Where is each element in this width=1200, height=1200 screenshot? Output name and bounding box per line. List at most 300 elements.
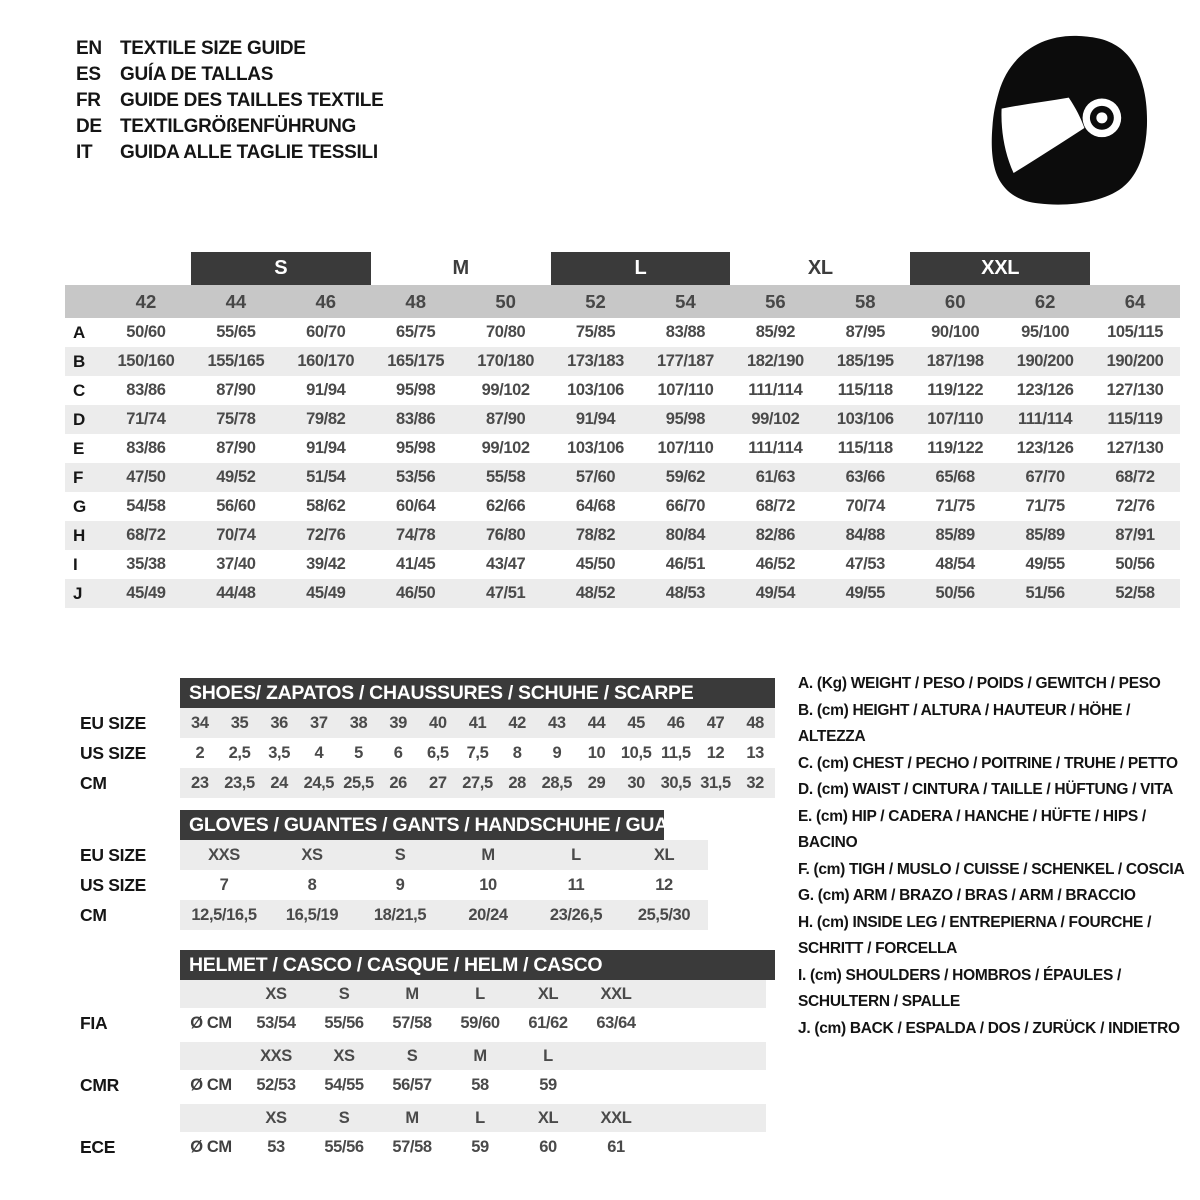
measurement-value: 165/175 (387, 352, 445, 370)
helmet-size-label: S (338, 984, 350, 1003)
measurement-value: 64/68 (575, 497, 616, 515)
size-column-header: 56 (765, 290, 786, 312)
measurement-row-f (65, 463, 1180, 492)
shoes-us-size: 8 (512, 743, 522, 762)
helmet-size-value: 56/57 (392, 1075, 432, 1094)
measurement-value: 72/76 (306, 526, 346, 544)
helmet-size-value: 59 (471, 1137, 489, 1156)
measurement-value: 155/165 (207, 352, 265, 370)
shoes-cm-size: 26 (389, 773, 407, 792)
measurement-value: 68/72 (1115, 468, 1155, 486)
measurement-value: 65/75 (396, 323, 436, 341)
legend-item: F. (cm) TIGH / MUSLO / CUISSE / SCHENKEL / COSCIA (798, 860, 1185, 878)
measurement-letter: F (73, 467, 84, 487)
measurement-value: 187/198 (926, 352, 984, 370)
measurement-value: 111/114 (748, 381, 803, 399)
measurement-value: 190/200 (1106, 352, 1164, 370)
measurement-value: 160/170 (297, 352, 355, 370)
measurement-letter: G (73, 496, 87, 516)
shoes-eu-size: 38 (349, 713, 368, 732)
measurement-value: 173/183 (567, 352, 624, 370)
measurement-value: 95/100 (1021, 323, 1070, 341)
measurement-value: 72/76 (1115, 497, 1155, 515)
shoes-cm-row (180, 768, 775, 798)
language-label: TEXTILE SIZE GUIDE (120, 38, 306, 59)
group-spacer (1090, 252, 1180, 285)
measurement-value: 66/70 (665, 497, 706, 515)
measurement-value: 182/190 (746, 352, 804, 370)
measurement-row-h (65, 521, 1180, 550)
gloves-section-title: GLOVES / GUANTES / GANTS / HANDSCHUHE / GUANTI (180, 810, 664, 840)
shoes-eu-size: 34 (191, 713, 209, 732)
helmet-size-label: XS (265, 1108, 287, 1127)
gloves-eu-size: M (481, 845, 495, 864)
helmet-size-value: 52/53 (256, 1075, 296, 1094)
legend-item: G. (cm) ARM / BRAZO / BRAS / ARM / BRACCIO (798, 887, 1136, 904)
helmet-size-label: M (405, 1108, 419, 1127)
measurement-value: 123/126 (1016, 439, 1074, 457)
measurement-value: 68/72 (755, 497, 796, 515)
size-column-header: 44 (225, 290, 247, 312)
measurement-value: 35/38 (126, 555, 166, 573)
shoes-cm-size: 23 (191, 773, 209, 792)
helmet-col-spacer (180, 1042, 242, 1070)
measurement-value: 47/53 (845, 555, 885, 573)
helmet-size-label: L (475, 984, 485, 1003)
measurement-value: 91/94 (575, 410, 616, 428)
shoes-us-size: 3,5 (268, 743, 291, 762)
measurement-row-j (65, 579, 1180, 608)
gloves-cm-size: 12,5/16,5 (191, 905, 257, 924)
measurement-value: 67/70 (1025, 468, 1065, 486)
helmet-size-value: 63/64 (596, 1013, 636, 1032)
measurement-value: 103/106 (836, 410, 894, 428)
size-column-header: 46 (315, 290, 337, 312)
gloves-us-size: 7 (219, 875, 229, 894)
shoes-us-size: 7,5 (466, 743, 489, 762)
standard-label-cmr: CMR (80, 1075, 119, 1095)
size-column-header: 42 (135, 290, 157, 312)
measurement-value: 115/119 (1107, 410, 1163, 428)
helmet-size-label: M (405, 984, 419, 1003)
measurement-value: 76/80 (485, 526, 526, 544)
helmet-section-title: HELMET / CASCO / CASQUE / HELM / CASCO (180, 950, 775, 980)
shoes-us-size: 12 (706, 743, 725, 762)
measurement-value: 78/82 (575, 526, 616, 544)
measurement-value: 68/72 (126, 526, 166, 544)
measurement-value: 84/88 (845, 526, 885, 544)
shoes-size-table (180, 678, 775, 798)
measurement-value: 99/102 (481, 439, 530, 457)
measurement-value: 50/56 (935, 584, 975, 602)
row-label: US SIZE (80, 742, 146, 763)
gloves-cm-size: 20/24 (468, 905, 508, 924)
gloves-us-size: 8 (307, 875, 317, 894)
measurement-value: 119/122 (927, 439, 984, 457)
measurement-value: 119/122 (927, 381, 984, 399)
measurement-value: 95/98 (396, 439, 436, 457)
language-row (76, 88, 383, 114)
legend-item: D. (cm) WAIST / CINTURA / TAILLE / HÜFTUNG / VITA (798, 781, 1174, 798)
shoes-cm-size: 30,5 (660, 773, 692, 792)
measurement-value: 61/63 (755, 468, 796, 486)
size-group-header-row (65, 252, 1180, 285)
shoes-cm-size: 23,5 (224, 773, 255, 792)
helmet-col-spacer (180, 980, 242, 1008)
measurement-value: 71/75 (935, 497, 975, 515)
helmet-col-spacer (180, 1104, 242, 1132)
measurement-value: 85/89 (1025, 526, 1065, 544)
garment-size-table (65, 252, 1180, 608)
shoes-cm-size: 32 (746, 773, 764, 792)
helmet-size-value: 61 (607, 1137, 625, 1156)
helmet-size-label: XXL (600, 984, 632, 1003)
measurement-row-e (65, 434, 1180, 463)
gloves-cm-size: 16,5/19 (285, 905, 339, 924)
shoes-eu-size: 43 (548, 713, 566, 732)
measurement-value: 75/85 (575, 323, 616, 341)
helmet-size-value: 59/60 (460, 1013, 500, 1032)
helmet-size-value: 60 (539, 1137, 557, 1156)
size-column-header: 52 (585, 290, 606, 312)
standard-label-fia: FIA (80, 1013, 108, 1033)
diameter-label: Ø CM (190, 1013, 232, 1032)
measurement-value: 45/50 (575, 555, 616, 573)
language-code: IT (76, 142, 93, 163)
measurement-value: 87/90 (216, 439, 256, 457)
shoes-eu-size: 47 (706, 713, 725, 732)
measurement-value: 50/60 (126, 323, 166, 341)
shoes-row-labels (80, 708, 146, 798)
measurement-value: 63/66 (845, 468, 885, 486)
shoes-eu-size: 48 (746, 713, 764, 732)
measurement-value: 47/50 (126, 468, 166, 486)
shoes-eu-row (180, 708, 775, 738)
size-column-header: 60 (944, 290, 966, 312)
measurement-letter: J (73, 583, 83, 603)
measurement-value: 127/130 (1106, 381, 1164, 399)
measurement-value: 99/102 (751, 410, 800, 428)
measurement-value: 71/75 (1025, 497, 1065, 515)
helmet-size-label: S (338, 1108, 350, 1127)
shoes-us-size: 2,5 (228, 743, 251, 762)
helmet-size-label: XL (537, 1108, 559, 1127)
language-row (76, 36, 383, 62)
measurement-value: 83/86 (126, 381, 166, 399)
measurement-value: 46/51 (665, 555, 706, 573)
shoes-us-size: 10,5 (620, 743, 652, 762)
helmet-size-value: 54/55 (324, 1075, 364, 1094)
measurement-value: 79/82 (306, 410, 346, 428)
standard-label-ece: ECE (80, 1137, 116, 1157)
helmet-size-label: M (473, 1046, 487, 1065)
helmet-size-value: 55/56 (324, 1137, 364, 1156)
measurement-value: 127/130 (1106, 439, 1164, 457)
shoes-cm-size: 28 (508, 773, 526, 792)
gloves-us-size: 12 (655, 875, 673, 894)
shoes-eu-size: 46 (667, 713, 685, 732)
helmet-sizes-header-fia (180, 980, 766, 1008)
measurement-letter: B (73, 351, 86, 371)
size-column-header: 54 (675, 290, 696, 312)
measurement-value: 62/66 (485, 497, 526, 515)
measurement-value: 107/110 (927, 410, 984, 428)
helmet-size-label: XS (333, 1046, 355, 1065)
measurement-value: 46/50 (396, 584, 436, 602)
measurement-value: 53/56 (396, 468, 436, 486)
shoes-eu-size: 40 (429, 713, 447, 732)
measurement-letter: D (73, 409, 86, 429)
shoes-eu-size: 36 (270, 713, 288, 732)
measurement-value: 83/86 (396, 410, 436, 428)
size-group-xxl: XXL (910, 252, 1090, 285)
helmet-sizes-header-ece (180, 1104, 766, 1132)
measurement-value: 91/94 (306, 439, 346, 457)
measurement-value: 45/49 (306, 584, 346, 602)
gloves-eu-size: XXS (208, 845, 240, 864)
gloves-us-size: 9 (395, 875, 405, 894)
shoes-cm-size: 31,5 (700, 773, 731, 792)
visor-pivot-center (1096, 112, 1107, 123)
measurement-value: 82/86 (755, 526, 796, 544)
measurement-value: 83/88 (665, 323, 706, 341)
measurement-value: 115/118 (837, 439, 893, 457)
shoes-cm-size: 27 (429, 773, 447, 792)
measurement-letter: H (73, 525, 86, 545)
shoes-eu-size: 44 (587, 713, 606, 732)
helmet-size-value: 61/62 (528, 1013, 568, 1032)
measurement-value: 150/160 (117, 352, 175, 370)
helmet-size-label: XXL (600, 1108, 632, 1127)
gloves-cm-size: 23/26,5 (549, 905, 603, 924)
helmet-size-value: 57/58 (392, 1013, 432, 1032)
measurement-value: 107/110 (657, 381, 714, 399)
measurement-value: 87/90 (216, 381, 256, 399)
measurement-value: 60/70 (306, 323, 346, 341)
measurement-row-c (65, 376, 1180, 405)
language-code: DE (76, 116, 102, 137)
shoes-cm-size: 29 (587, 773, 606, 792)
helmet-size-value: 57/58 (392, 1137, 432, 1156)
measurement-value: 85/92 (755, 323, 796, 341)
measurement-value: 52/58 (1115, 584, 1155, 602)
measurement-value: 177/187 (657, 352, 714, 370)
measurement-value: 111/114 (1018, 410, 1073, 428)
measurement-value: 55/58 (485, 468, 526, 486)
measurement-value: 48/52 (575, 584, 616, 602)
measurement-value: 51/54 (306, 468, 346, 486)
measurement-row-g (65, 492, 1180, 521)
measurement-value: 91/94 (306, 381, 346, 399)
shoes-cm-size: 25,5 (343, 773, 374, 792)
row-label: CM (80, 904, 107, 925)
row-label: EU SIZE (80, 844, 146, 865)
measurement-value: 58/62 (306, 497, 346, 515)
size-col-spacer (65, 285, 101, 318)
size-group-m: M (452, 257, 469, 279)
legend-item: J. (cm) BACK / ESPALDA / DOS / ZURÜCK / INDIETRO (798, 1019, 1180, 1037)
shoes-eu-size: 45 (627, 713, 645, 732)
shoes-cm-size: 27,5 (462, 773, 493, 792)
legend-item: I. (cm) SHOULDERS / HOMBROS / ÉPAULES / SCHULTERN / SPALLE (798, 966, 1122, 1010)
language-code: EN (76, 38, 102, 59)
language-label: TEXTILGRÖßENFÜHRUNG (120, 116, 357, 137)
measurement-value: 60/64 (396, 497, 436, 515)
helmet-size-label: L (543, 1046, 553, 1065)
measurement-value: 103/106 (567, 439, 624, 457)
row-label: CM (80, 772, 107, 793)
gloves-us-size: 10 (479, 875, 497, 894)
helmet-size-label: L (475, 1108, 485, 1127)
shoes-cm-size: 28,5 (541, 773, 573, 792)
measurement-value: 43/47 (485, 555, 526, 573)
measurement-rows (65, 318, 1180, 608)
language-code: ES (76, 64, 101, 85)
measurement-row-a (65, 318, 1180, 347)
measurement-value: 49/55 (1025, 555, 1065, 573)
measurement-value: 41/45 (396, 555, 436, 573)
measurement-value: 45/49 (126, 584, 166, 602)
shoes-eu-size: 39 (389, 713, 407, 732)
helmet-size-value: 53/54 (256, 1013, 296, 1032)
measurement-value: 111/114 (748, 439, 803, 457)
measurement-value: 47/51 (485, 584, 526, 602)
shoes-us-size: 13 (746, 743, 764, 762)
measurement-value: 70/74 (216, 526, 256, 544)
numeric-size-header-row (65, 285, 1180, 318)
helmet-values-ece (180, 1132, 766, 1162)
measurement-value: 46/52 (755, 555, 796, 573)
measurement-letter: E (73, 438, 85, 458)
shoes-eu-size: 37 (310, 713, 328, 732)
legend-item: H. (cm) INSIDE LEG / ENTREPIERNA / FOURCHE / SCHRITT / FORCELLA (798, 913, 1152, 957)
measurement-value: 37/40 (216, 555, 256, 573)
measurement-value: 85/89 (935, 526, 975, 544)
shoes-us-size: 9 (552, 743, 562, 762)
shoes-us-size: 6,5 (426, 743, 449, 762)
measurement-value: 48/53 (665, 584, 706, 602)
gloves-us-row (180, 870, 708, 900)
measurement-value: 56/60 (216, 497, 256, 515)
size-column-header: 50 (495, 290, 516, 312)
measurement-value: 87/90 (485, 410, 526, 428)
helmet-size-value: 59 (539, 1075, 557, 1094)
gloves-eu-size: L (571, 845, 581, 864)
shoes-us-size: 5 (354, 743, 363, 762)
measurement-value: 83/86 (126, 439, 166, 457)
gloves-cm-size: 25,5/30 (637, 905, 691, 924)
gloves-cm-row (180, 900, 708, 930)
size-column-header: 58 (854, 290, 876, 312)
gloves-eu-size: XL (653, 845, 675, 864)
shoes-eu-size: 42 (508, 713, 526, 732)
shoes-cm-size: 24,5 (303, 773, 335, 792)
racing-helmet-icon (972, 24, 1160, 208)
shoes-us-size: 4 (314, 743, 324, 762)
measurement-value: 70/74 (845, 497, 885, 515)
language-title-block (76, 36, 383, 166)
language-row (76, 62, 383, 88)
measurement-value: 49/54 (755, 584, 796, 602)
gloves-row-labels (80, 840, 146, 930)
measurement-value: 49/52 (216, 468, 256, 486)
gloves-eu-size: XS (301, 845, 323, 864)
shoes-section-title: SHOES/ ZAPATOS / CHAUSSURES / SCHUHE / SCARPE (180, 678, 775, 708)
measurement-value: 90/100 (931, 323, 980, 341)
language-code: FR (76, 90, 101, 111)
measurement-value: 123/126 (1016, 381, 1074, 399)
shoes-us-size: 6 (393, 743, 403, 762)
measurement-letter: I (73, 554, 78, 574)
gloves-us-size: 11 (567, 875, 585, 894)
measurement-row-b (65, 347, 1180, 376)
language-row (76, 114, 383, 140)
helmet-sizes-header-cmr (180, 1042, 766, 1070)
row-label: EU SIZE (80, 712, 146, 733)
measurement-value: 103/106 (567, 381, 624, 399)
helmet-size-value: 58 (471, 1075, 489, 1094)
size-group-l: L (551, 252, 731, 285)
helmet-size-value: 55/56 (324, 1013, 364, 1032)
language-label: GUÍA DE TALLAS (120, 64, 274, 85)
legend-item: A. (Kg) WEIGHT / PESO / POIDS / GEWITCH / PESO (798, 675, 1161, 692)
measurement-value: 99/102 (481, 381, 530, 399)
measurement-value: 107/110 (657, 439, 714, 457)
measurement-value: 115/118 (837, 381, 893, 399)
gloves-cm-size: 18/21,5 (373, 905, 427, 924)
measurement-value: 65/68 (935, 468, 975, 486)
gloves-size-table (180, 810, 708, 930)
measurement-value: 57/60 (575, 468, 616, 486)
row-label: US SIZE (80, 874, 146, 895)
helmet-size-label: XXS (260, 1046, 292, 1065)
shoes-us-size: 2 (195, 743, 205, 762)
measurement-value: 95/98 (665, 410, 706, 428)
measurement-value: 70/80 (485, 323, 526, 341)
gloves-eu-row (180, 840, 708, 870)
shoes-us-size: 10 (587, 743, 606, 762)
measurement-row-i (65, 550, 1180, 579)
measurement-value: 44/48 (216, 584, 256, 602)
legend-item: C. (cm) CHEST / PECHO / POITRINE / TRUHE / PETTO (798, 754, 1178, 772)
size-group-xl: XL (807, 257, 833, 279)
measurement-legend (798, 671, 1200, 1042)
diameter-label: Ø CM (190, 1075, 232, 1094)
helmet-size-label: XL (537, 984, 559, 1003)
measurement-value: 49/55 (845, 584, 885, 602)
shoes-us-size: 11,5 (661, 743, 691, 762)
legend-item: B. (cm) HEIGHT / ALTURA / HAUTEUR / HÖHE / ALTEZZA (798, 701, 1131, 745)
measurement-value: 185/195 (836, 352, 894, 370)
measurement-value: 50/56 (1115, 555, 1155, 573)
helmet-standard-rows (180, 980, 775, 1162)
language-label: GUIDA ALLE TAGLIE TESSILI (120, 142, 378, 163)
shoes-cm-size: 30 (627, 773, 645, 792)
measurement-value: 87/95 (845, 323, 885, 341)
measurement-value: 74/78 (396, 526, 436, 544)
helmet-values-fia (180, 1008, 766, 1038)
measurement-value: 75/78 (216, 410, 256, 428)
shoes-eu-size: 35 (230, 713, 249, 732)
measurement-value: 80/84 (665, 526, 706, 544)
language-label: GUIDE DES TAILLES TEXTILE (120, 90, 384, 111)
size-column-header: 48 (405, 290, 426, 312)
legend-item: E. (cm) HIP / CADERA / HANCHE / HÜFTE / HIPS / BACINO (798, 807, 1146, 851)
shoes-eu-size: 41 (468, 713, 487, 732)
measurement-row-d (65, 405, 1180, 434)
size-group-s: S (191, 252, 371, 285)
measurement-letter: C (73, 380, 86, 400)
